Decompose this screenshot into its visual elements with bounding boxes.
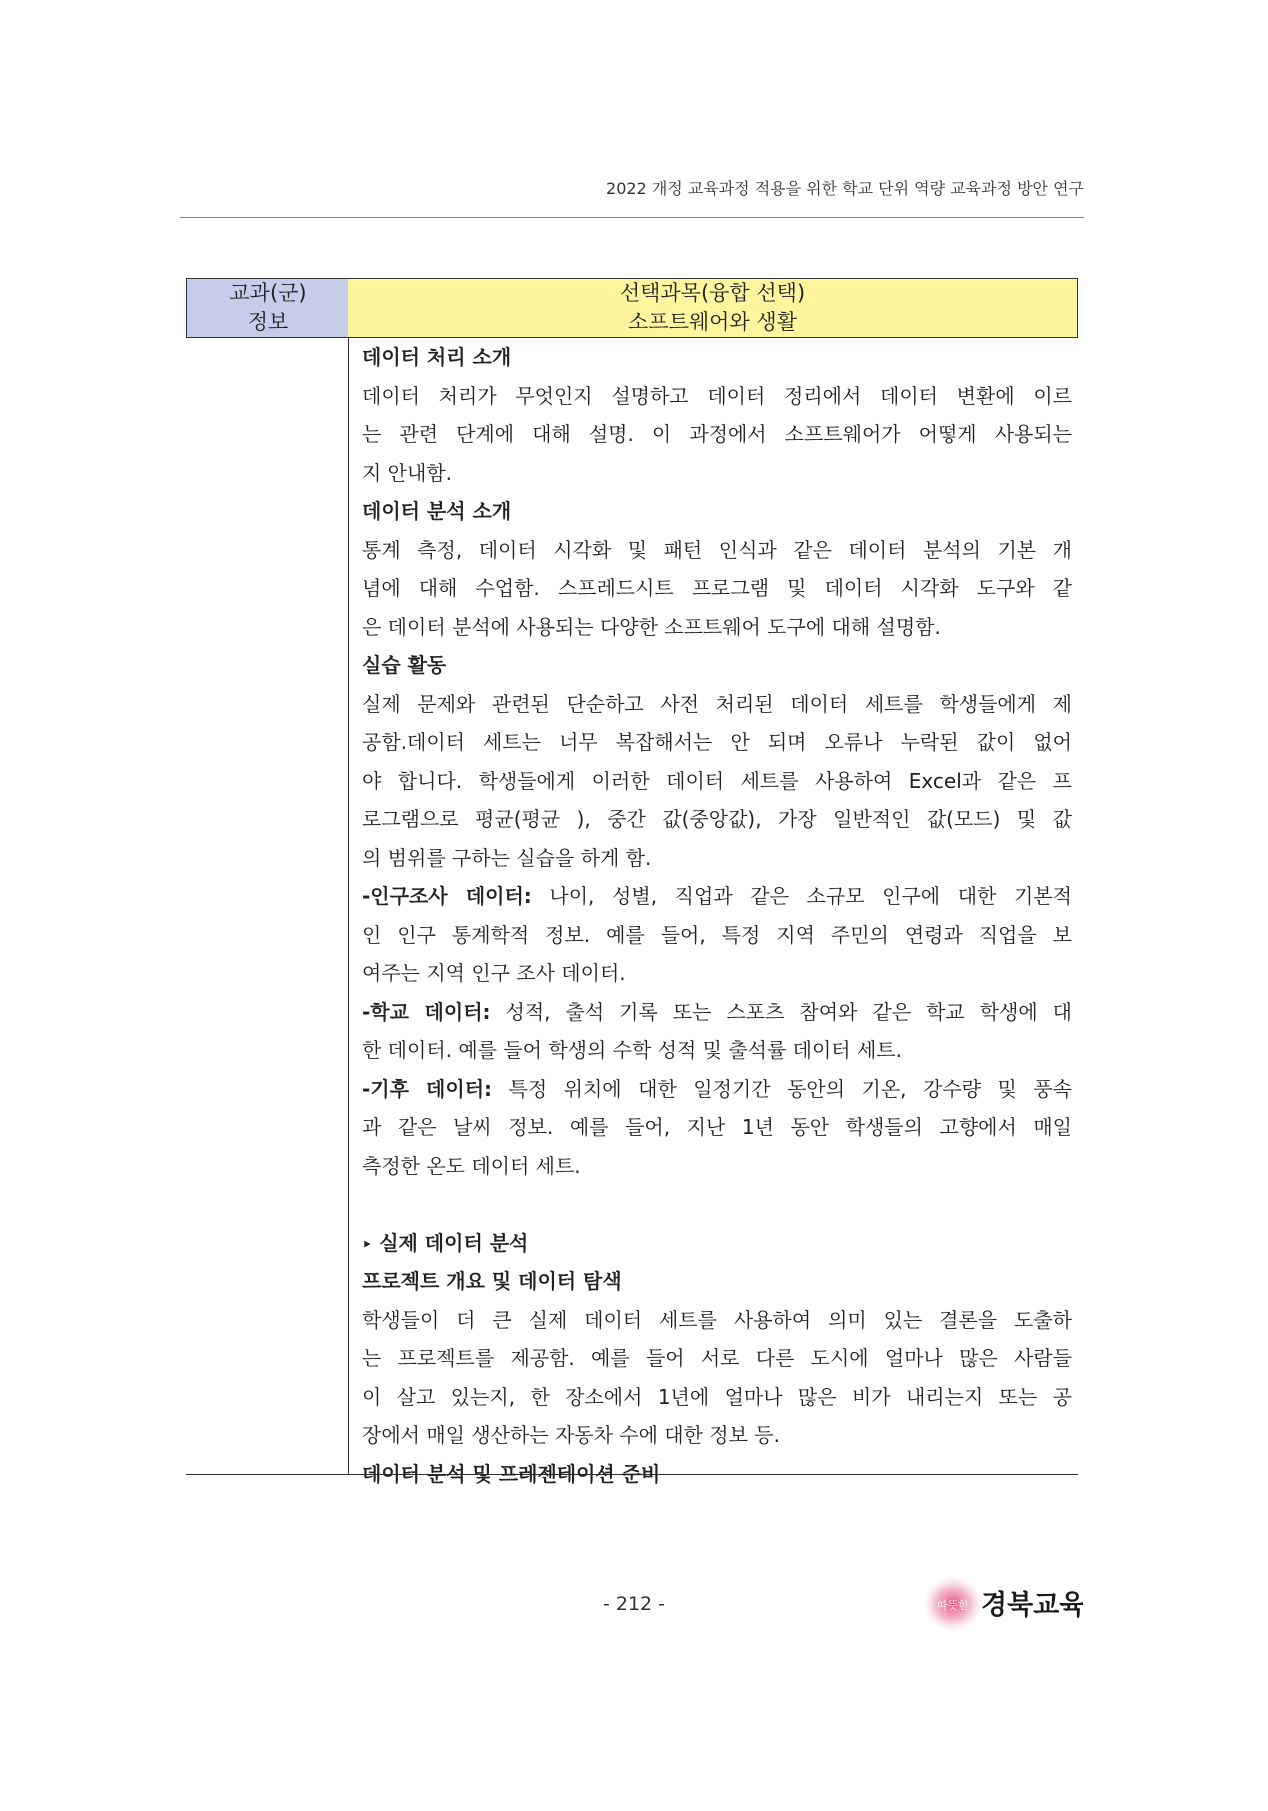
climate-item [362,1070,1072,1109]
census-item [362,877,1072,916]
subject-group-label: 교과(군) [186,278,350,309]
section-title: 실제 데이터 분석 [379,1230,529,1255]
paragraph-line: 이 살고 있는지, 한 장소에서 1년에 얼마나 많은 비가 내리는지 또는 공 [362,1384,1072,1409]
paragraph-line: 측정한 온도 데이터 세트. [362,1153,581,1178]
paragraph-line: 통계 측정, 데이터 시각화 및 패턴 인식과 같은 데이터 분석의 기본 개 [362,537,1072,562]
section-heading: 데이터 분석 및 프레젠테이션 준비 [362,1461,661,1486]
triangle-marker-icon: ‣ [362,1234,373,1254]
paragraph-line: 인 인구 통계학적 정보. 예를 들어, 특정 지역 주민의 연령과 직업을 보 [362,922,1072,947]
paragraph-line: 야 합니다. 학생들에게 이러한 데이터 세트를 사용하여 Excel과 같은 프 [362,768,1072,793]
climate-text: 특정 위치에 대한 일정기간 동안의 기온, 강수량 및 풍속 [492,1076,1072,1101]
section-heading: 데이터 처리 소개 [362,345,512,369]
gyeongbuk-education-logo [923,1574,1083,1634]
table-content-cell [362,338,1072,1493]
column-divider [348,338,349,1475]
paragraph-line: 의 범위를 구하는 실습을 하게 함. [362,845,652,870]
section-heading-marked [362,1224,1072,1263]
school-label: -학교 데이터: [362,999,491,1024]
table-row-subject [186,308,1078,338]
section-heading: 데이터 분석 소개 [362,499,512,523]
course-type-label: 선택과목(융합 선택) [348,278,1078,309]
school-item [362,993,1072,1032]
paragraph-line: 로그램으로 평균(평균 ), 중간 값(중앙값), 가장 일반적인 값(모드) 및 값 [362,807,1072,831]
paragraph-line: 는 프로젝트를 제공함. 예를 들어 서로 다른 도시에 얼마나 많은 사람들 [362,1346,1072,1370]
paragraph-line: 공함.데이터 세트는 너무 복잡해서는 안 되며 오류나 누락된 값이 없어 [362,730,1072,754]
curriculum-table [186,278,1078,1486]
course-name: 소프트웨어와 생활 [348,308,1078,338]
paragraph-line: 한 데이터. 예를 들어 학생의 수학 성적 및 출석률 데이터 세트. [362,1038,902,1062]
logo-small-text: 따뜻한 [937,1599,969,1612]
climate-label: -기후 데이터: [362,1076,493,1101]
header-rule [180,217,1084,218]
logo-text: 경북교육 [981,1590,1083,1621]
paragraph-line: 지 안내함. [362,460,452,485]
census-text: 나이, 성별, 직업과 같은 소규모 인구에 대한 기본적 [531,884,1072,908]
subject-label: 정보 [186,308,350,338]
paragraph-line: 실제 문제와 관련된 단순하고 사전 처리된 데이터 세트를 학생들에게 제 [362,691,1072,716]
table-row-subject-group [186,278,1078,308]
paragraph-line: 장에서 매일 생산하는 자동차 수에 대한 정보 등. [362,1423,780,1447]
paragraph-line: 여주는 지역 인구 조사 데이터. [362,961,626,985]
paragraph-line: 데이터 처리가 무엇인지 설명하고 데이터 정리에서 데이터 변환에 이르 [362,383,1072,408]
paragraph-line: 과 같은 날씨 정보. 예를 들어, 지난 1년 동안 학생들의 고향에서 매일 [362,1115,1072,1139]
section-heading: 실습 활동 [362,653,447,677]
paragraph-line: 는 관련 단계에 대해 설명. 이 과정에서 소프트웨어가 어떻게 사용되는 [362,422,1072,446]
paragraph-line: 념에 대해 수업함. 스프레드시트 프로그램 및 데이터 시각화 도구와 같 [362,576,1072,600]
spacer [362,1185,1072,1224]
running-header: 2022 개정 교육과정 적용을 위한 학교 단위 역량 교육과정 방안 연구 [606,179,1084,198]
section-heading: 프로젝트 개요 및 데이터 탐색 [362,1269,622,1293]
page-number: - 212 - [602,1593,666,1615]
census-label: -인구조사 데이터: [362,884,532,908]
school-text: 성적, 출석 기록 또는 스포츠 참여와 같은 학교 학생에 대 [490,999,1072,1024]
paragraph-line: 은 데이터 분석에 사용되는 다양한 소프트웨어 도구에 대해 설명함. [362,614,941,639]
logo-graphic [923,1574,1083,1634]
paragraph-line: 학생들이 더 큰 실제 데이터 세트를 사용하여 의미 있는 결론을 도출하 [362,1307,1072,1332]
